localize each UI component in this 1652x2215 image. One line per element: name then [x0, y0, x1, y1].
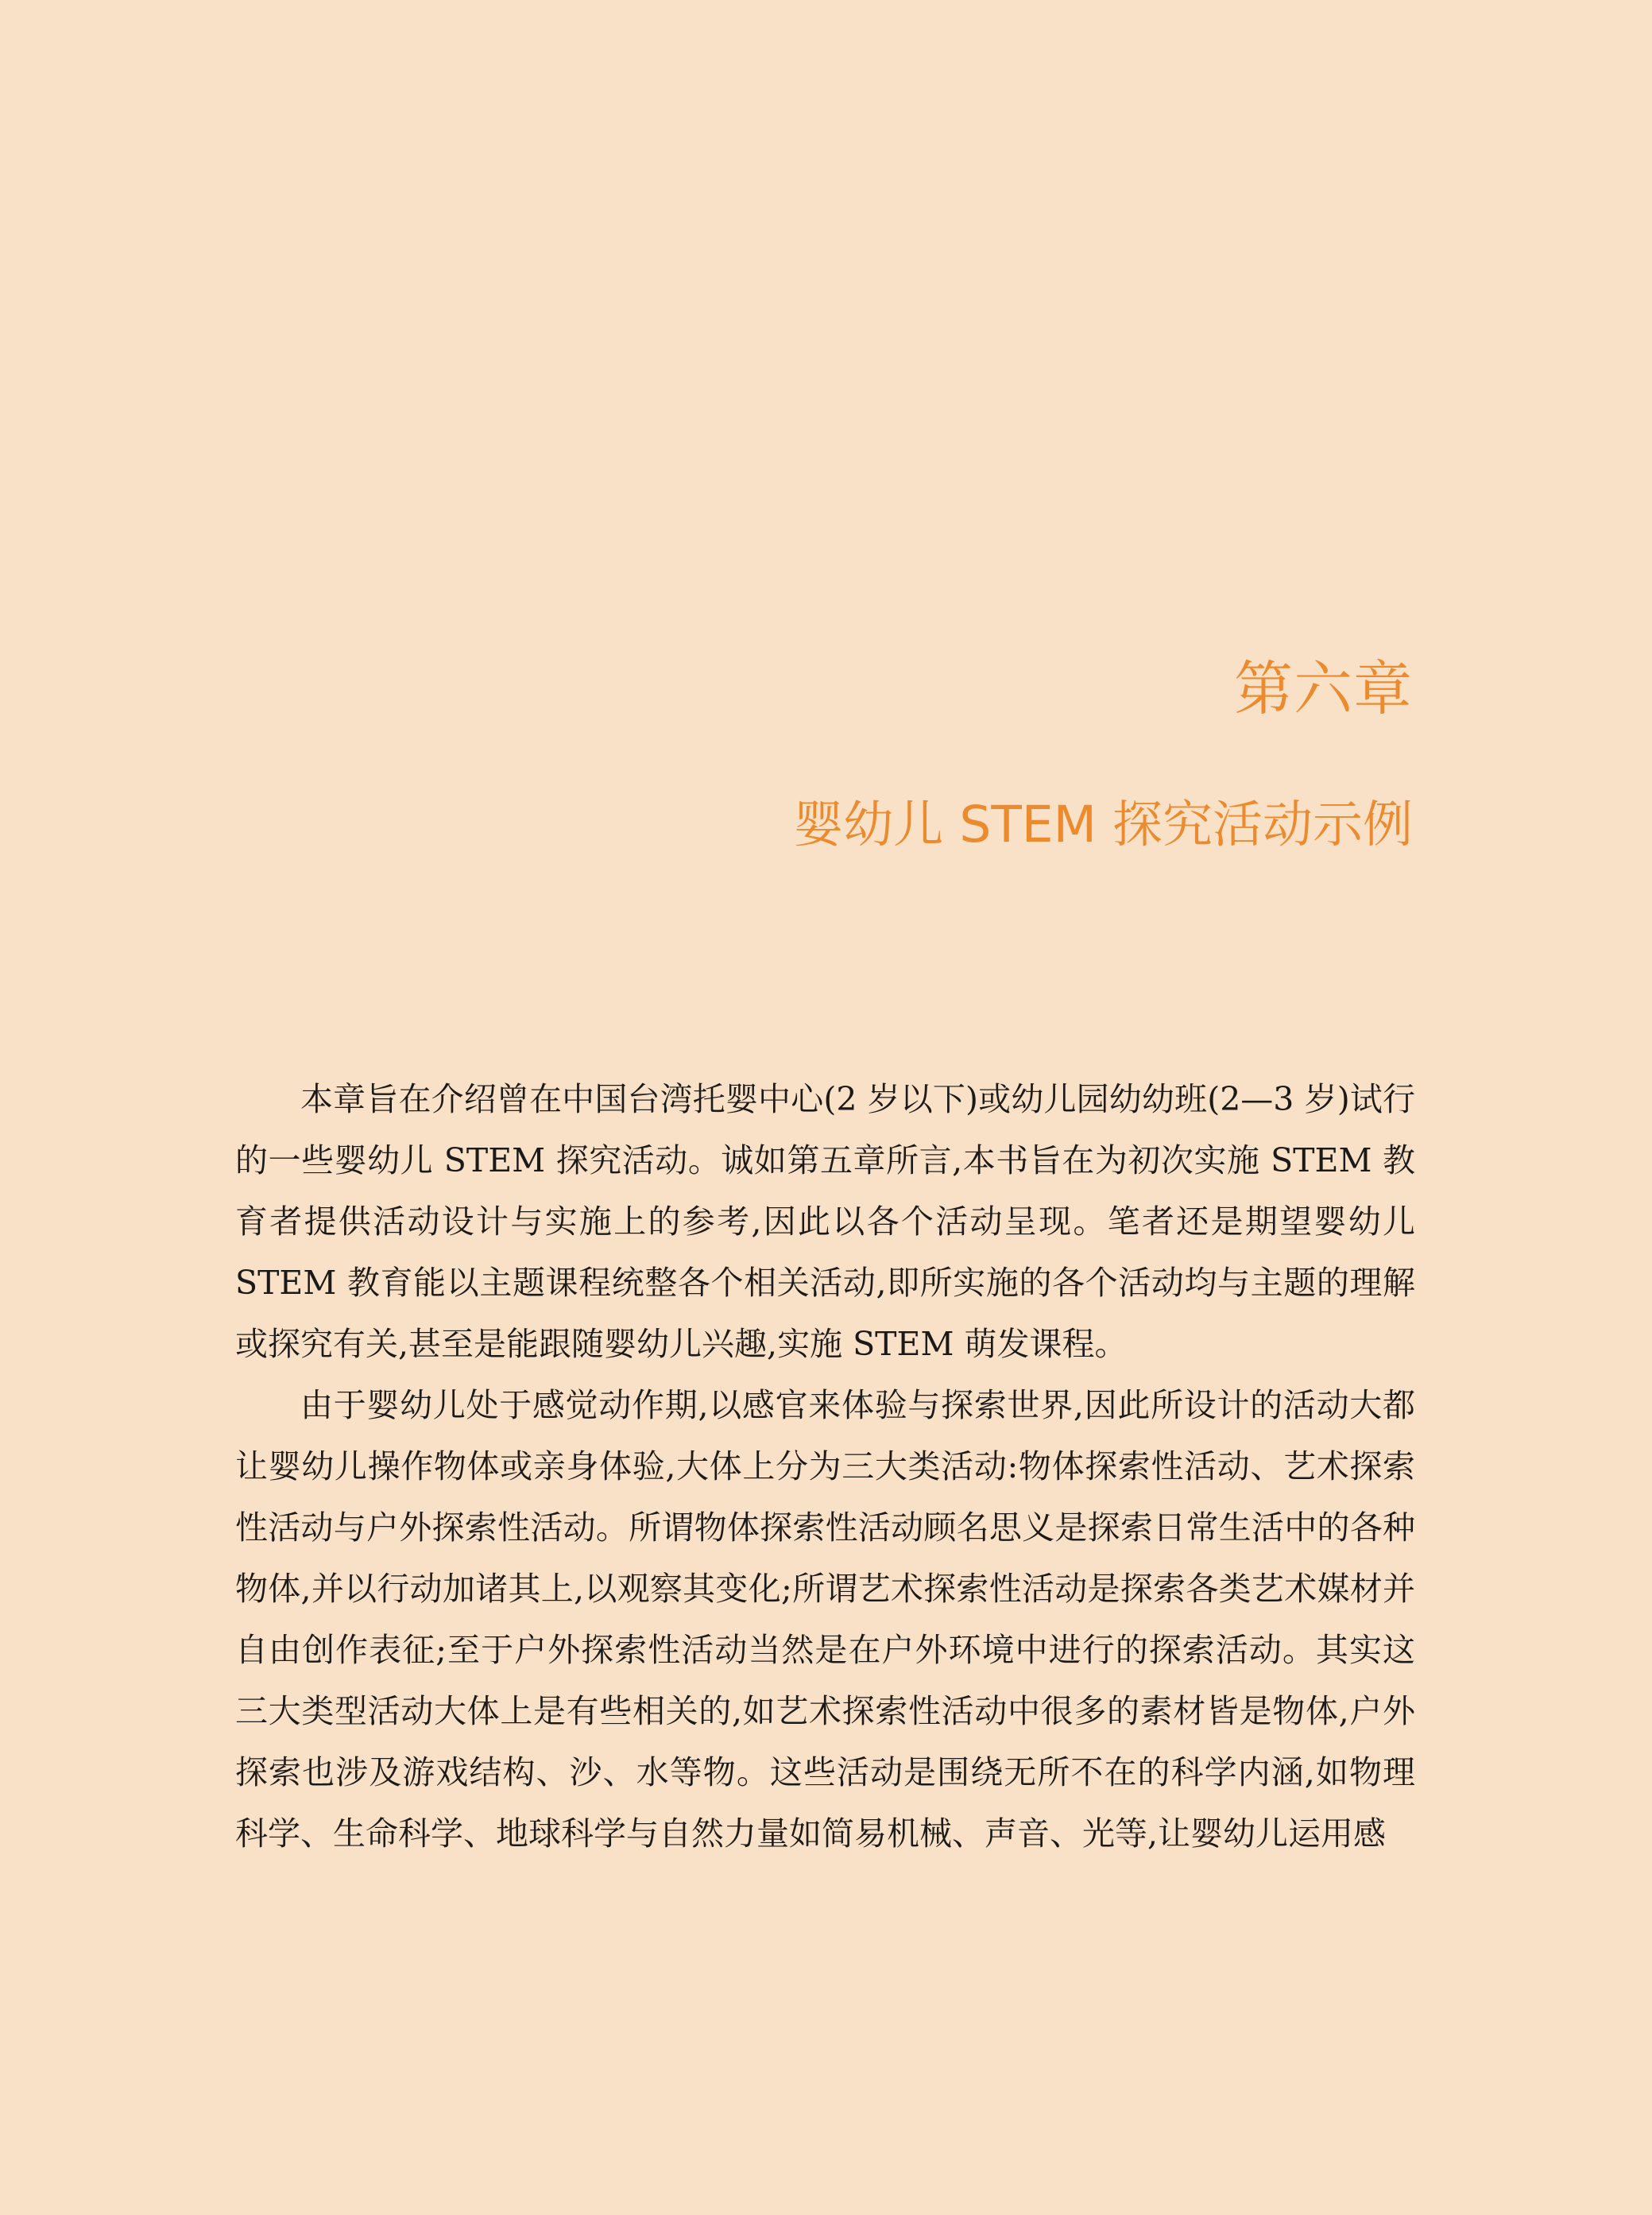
paragraph-2: 由于婴幼儿处于感觉动作期,以感官来体验与探索世界,因此所设计的活动大都让婴幼儿操作物体或亲身体验,大体上分为三大类活动:物体探索性活动、艺术探索性活动与户外探索性活动。所谓物体探索性活动顾名思义是探索日常生活中的各种物体,并以行动加诸其上,以观察其变化;所谓艺术探索性活动是探索各类艺术媒材并自由创作表征;至于户外探索性活动当然是在户外环境中进行的探索活动。其实这三大类型活动大体上是有些相关的,如艺术探索性活动中很多的素材皆是物体,户外探索也涉及游戏结构、沙、水等物。这些活动是围绕无所不在的科学内涵,如物理科学、生命科学、地球科学与自然力量如简易机械、声音、光等,让婴幼儿运用感 [235, 1386, 1415, 1853]
body-text [235, 1069, 1415, 1865]
chapter-title: 婴幼儿 STEM 探究活动示例 [793, 796, 1413, 854]
paragraph-1: 本章旨在介绍曾在中国台湾托婴中心(2 岁以下)或幼儿园幼幼班(2—3 岁)试行的一些婴幼儿 STEM 探究活动。诚如第五章所言,本书旨在为初次实施 STEM 教育者提供活动设计与实施上的参考,因此以各个活动呈现。笔者还是期望婴幼儿 STEM 教育能以主题课程统整各个相关活动,即所实施的各个活动均与主题的理解或探究有关,甚至是能跟随婴幼儿兴趣,实施 STEM 萌发课程。 [235, 1080, 1415, 1363]
chapter-number: 第六章 [1234, 655, 1413, 723]
chapter-header [793, 655, 1413, 854]
